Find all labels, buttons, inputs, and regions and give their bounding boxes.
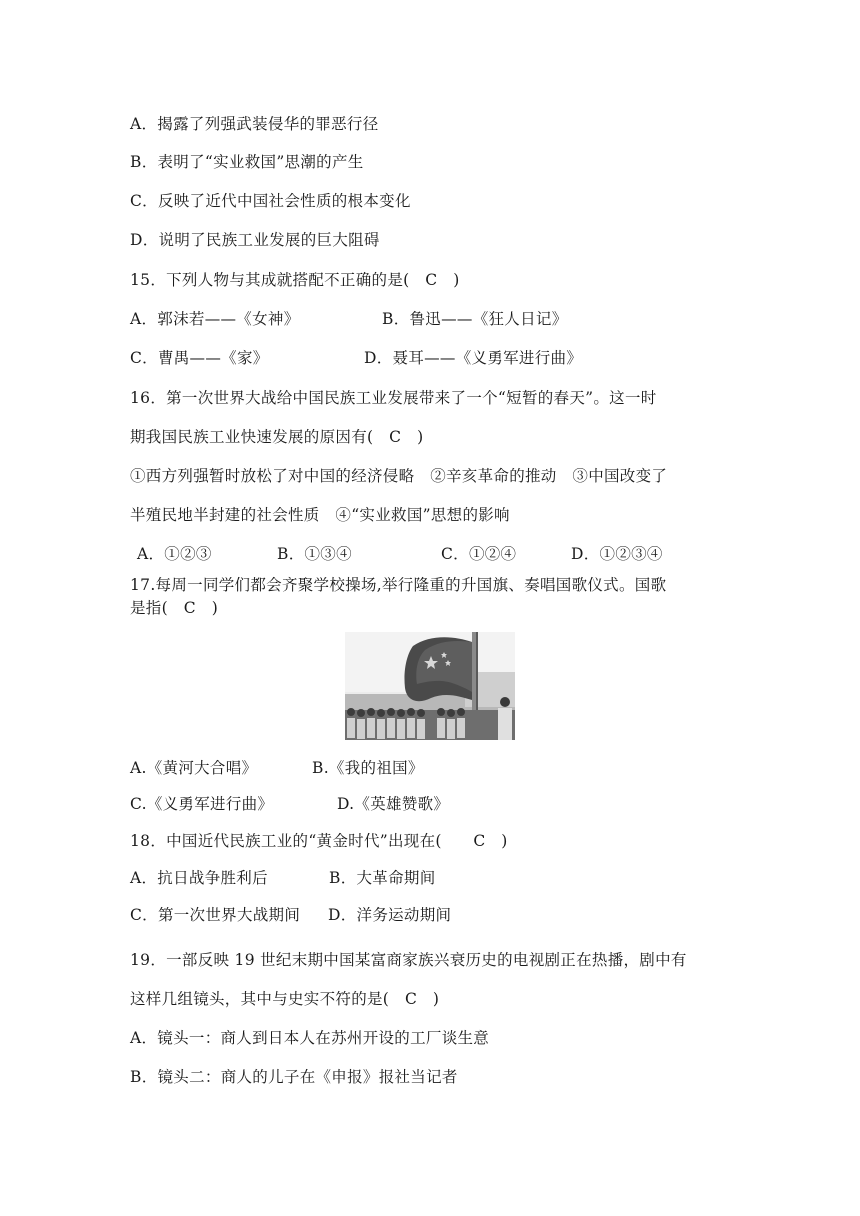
q18-option-d: D．洋务运动期间 (328, 906, 452, 924)
q14-option-b: B．表明了“实业救国”思潮的产生 (130, 153, 364, 171)
q18-option-a: A．抗日战争胜利后 (130, 869, 268, 887)
q16-stem-line2: 期我国民族工业快速发展的原因有( C ) (130, 428, 424, 446)
q19-option-b: B．镜头二：商人的儿子在《申报》报社当记者 (130, 1068, 458, 1086)
q16-stem-line1: 16．第一次世界大战给中国民族工业发展带来了一个“短暂的春天”。这一时 (130, 389, 657, 407)
q15-option-d: D．聂耳——《义勇军进行曲》 (364, 349, 583, 367)
q15-option-a: A．郭沫若——《女神》 (130, 310, 300, 328)
q18-option-c: C．第一次世界大战期间 (130, 906, 301, 924)
q15-option-c: C．曹禺——《家》 (130, 349, 269, 367)
flag-raising-photo (345, 632, 515, 740)
q19-stem-line2: 这样几组镜头，其中与史实不符的是( C ) (130, 990, 440, 1008)
q19-stem-line1: 19．一部反映 19 世纪末期中国某富商家族兴衰历史的电视剧正在热播，剧中有 (130, 951, 687, 969)
q17-option-d: D.《英雄赞歌》 (337, 795, 450, 813)
q19-option-a: A．镜头一：商人到日本人在苏州开设的工厂谈生意 (130, 1029, 490, 1047)
q16-option-b: B．①③④ (277, 545, 352, 563)
flag-raising-illustration (345, 632, 515, 740)
q16-items-line1: ①西方列强暂时放松了对中国的经济侵略 ②辛亥革命的推动 ③中国改变了 (130, 467, 668, 485)
q17-stem-line1: 17.每周一同学们都会齐聚学校操场,举行隆重的升国旗、奏唱国歌仪式。国歌 (130, 576, 667, 594)
q17-stem-line2: 是指( C ) (130, 599, 219, 617)
q16-option-d: D．①②③④ (571, 545, 663, 563)
q16-option-c: C．①②④ (441, 545, 517, 563)
q16-option-a: A．①②③ (137, 545, 212, 563)
q14-option-d: D．说明了民族工业发展的巨大阻碍 (130, 231, 380, 249)
q14-option-c: C．反映了近代中国社会性质的根本变化 (130, 192, 411, 210)
q15-stem: 15．下列人物与其成就搭配不正确的是( C ) (130, 271, 460, 289)
q16-items-line2: 半殖民地半封建的社会性质 ④“实业救国”思想的影响 (130, 506, 510, 524)
q17-option-b: B.《我的祖国》 (312, 759, 424, 777)
q15-option-b: B．鲁迅——《狂人日记》 (382, 310, 568, 328)
q17-option-a: A.《黄河大合唱》 (130, 759, 258, 777)
q18-option-b: B．大革命期间 (329, 869, 436, 887)
q14-option-a: A．揭露了列强武装侵华的罪恶行径 (130, 115, 379, 133)
q18-stem: 18．中国近代民族工业的“黄金时代”出现在( C ) (130, 832, 508, 850)
q17-option-c: C.《义勇军进行曲》 (130, 795, 274, 813)
